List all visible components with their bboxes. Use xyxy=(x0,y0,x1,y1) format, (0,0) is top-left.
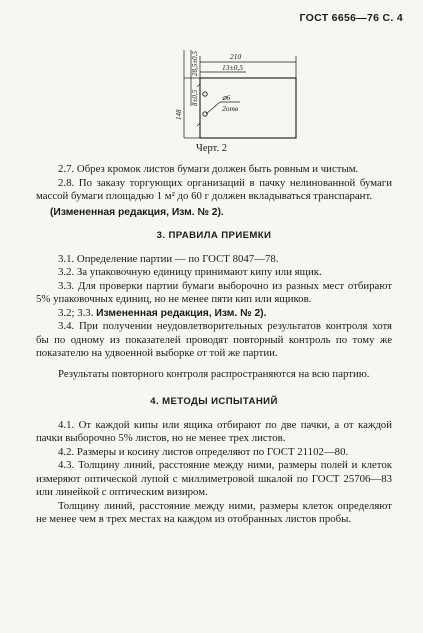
figure-caption: Черт. 2 xyxy=(196,143,227,154)
hole-count-label: 2отв xyxy=(222,104,239,113)
hole-dia-label: ⌀6 xyxy=(222,93,231,102)
paragraph-4-2: 4.2. Размеры и косину листов определяют по ГОСТ 21102—80. xyxy=(58,445,349,458)
hole-upper xyxy=(203,92,207,96)
paragraph-3-3: 3.3. Для проверки партии бумаги выборочно из разных мест отбирают 5% упаковочных единиц, но не менее пяти кип или ящиков. xyxy=(36,279,392,305)
amendment-prefix: 3.2; 3.3. xyxy=(58,306,94,319)
paragraph-4-1: 4.1. От каждой кипы или ящика отбирают по две пачки, а от каждой пачки выборочно 5% листов, но не менее трех листов. xyxy=(36,418,392,444)
document-body xyxy=(36,163,392,527)
paragraph-4-3: 4.3. Толщину линий, расстояние между ними, размеры полей и клеток измеряют оптической лупой с миллиметровой шкалой по ГОСТ 25706—83 или линейкой с оптическим визиром. xyxy=(36,459,392,498)
page-header: ГОСТ 6656—76 С. 4 xyxy=(299,12,403,24)
dim-top-label: 210 xyxy=(230,52,242,61)
technical-drawing xyxy=(164,48,300,142)
paragraph-3-2: 3.2. За упаковочную единицу принимают кипу или ящик. xyxy=(58,266,322,278)
dim-mid-label: 13±0,5 xyxy=(222,63,243,72)
paragraph-3-2-3-3 xyxy=(36,307,392,321)
section-heading-4: 4. МЕТОДЫ ИСПЫТАНИЙ xyxy=(150,396,278,407)
paragraph-2-8: 2.8. По заказу торгующих организаций в пачку нелинованной бумаги массой бумаги площадью 1 м² до 60 г должен вкладываться транспарант. xyxy=(36,176,392,202)
dim-left-top-label: 28,5±0,5 xyxy=(191,51,199,76)
amendment-note-2: Измененная редакция, Изм. № 2). xyxy=(96,307,267,319)
paragraph-3-4: 3.4. При получении неудовлетворительных результатов контроля хотя бы по одному из показателей проводят повторный контроль по тому же показателю на удвоенной выборке от той же партии. xyxy=(36,320,392,359)
hole-lower xyxy=(203,112,207,116)
paragraph-4-3b: Толщину линий, расстояние между ними, размеры клеток определяют не менее чем в трех местах на каждом из отобранных листов пробы. xyxy=(36,499,392,525)
section-heading-3: 3. ПРАВИЛА ПРИЕМКИ xyxy=(156,230,272,241)
drawing-svg xyxy=(164,48,300,142)
paragraph-2-7: 2.7. Обрез кромок листов бумаги должен быть ровным и чистым. xyxy=(58,163,359,175)
dim-left-mid-label: 8±0,5 xyxy=(191,89,199,106)
sheet-outline xyxy=(200,78,296,138)
paragraph-3-4b: Результаты повторного контроля распространяются на всю партию. xyxy=(58,367,370,380)
dim-left-total-label: 148 xyxy=(175,109,183,120)
amendment-note-1: (Измененная редакция, Изм. № 2). xyxy=(50,206,224,218)
paragraph-3-1: 3.1. Определение партии — по ГОСТ 8047—78. xyxy=(58,252,279,265)
leader-line xyxy=(206,102,220,114)
